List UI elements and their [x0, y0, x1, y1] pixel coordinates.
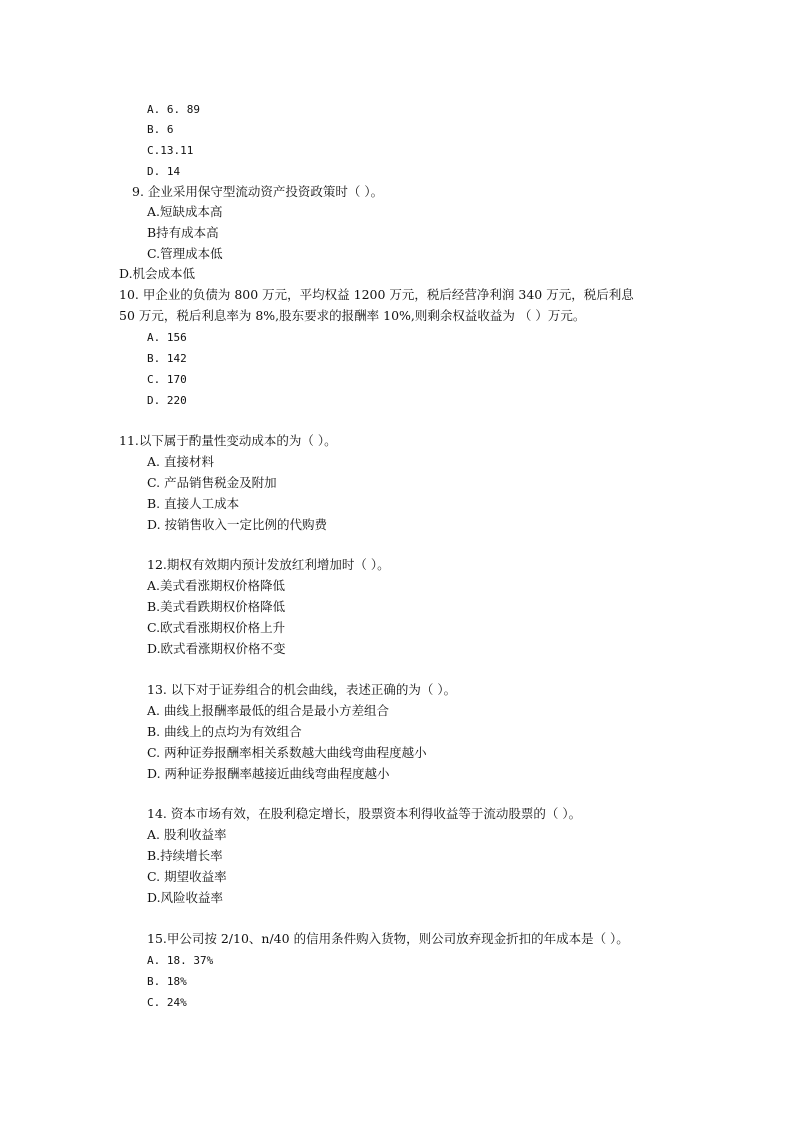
- q14-option-d: D.风险收益率: [147, 890, 224, 905]
- q8-option-a: A. 6. 89: [147, 103, 200, 116]
- q8-option-d: D. 14: [147, 165, 181, 178]
- q11-option-3: B. 直接人工成本: [147, 496, 240, 511]
- q10-option-c: C. 170: [147, 373, 187, 386]
- q9-option-d: D.机会成本低: [119, 266, 196, 281]
- q14-option-c: C. 期望收益率: [147, 869, 227, 884]
- q13-option-a: A. 曲线上报酬率最低的组合是最小方差组合: [147, 703, 389, 718]
- q10-question-line1: 10. 甲企业的负债为 800 万元，平均权益 1200 万元，税后经营净利润 340 万元，税后利息: [119, 287, 634, 302]
- q9-option-a: A.短缺成本高: [147, 204, 223, 219]
- q13-option-d: D. 两种证券报酬率越接近曲线弯曲程度越小: [147, 766, 390, 781]
- q11-question: 11.以下属于酌量性变动成本的为（ ）。: [119, 433, 337, 448]
- q14-option-b: B.持续增长率: [147, 848, 223, 863]
- q12-option-a: A.美式看涨期权价格降低: [147, 578, 286, 593]
- q14-question: 14. 资本市场有效，在股利稳定增长，股票资本利得收益等于流动股票的（ ）。: [147, 806, 582, 821]
- q10-option-b: B. 142: [147, 352, 187, 365]
- q12-option-d: D.欧式看涨期权价格不变: [147, 641, 286, 656]
- q8-option-c: C.13.11: [147, 144, 194, 157]
- q10-option-a: A. 156: [147, 331, 187, 344]
- q11-option-2: C. 产品销售税金及附加: [147, 475, 277, 490]
- q14-option-a: A. 股利收益率: [147, 827, 227, 842]
- q10-question-line2: 50 万元，税后利息率为 8%,股东要求的报酬率 10%,则剩余权益收益为 （ ）万元。: [119, 308, 586, 323]
- q15-option-c: C. 24%: [147, 996, 187, 1009]
- q12-option-b: B.美式看跌期权价格降低: [147, 599, 286, 614]
- q15-option-b: B. 18%: [147, 975, 187, 988]
- q9-option-c: C.管理成本低: [147, 246, 223, 261]
- q15-question: 15.甲公司按 2/10、n/40 的信用条件购入货物，则公司放弃现金折扣的年成本是（ ）。: [147, 931, 629, 946]
- q13-option-b: B. 曲线上的点均为有效组合: [147, 724, 302, 739]
- q8-option-b: B. 6: [147, 123, 174, 136]
- q15-option-a: A. 18. 37%: [147, 954, 214, 967]
- q9-option-b: B持有成本高: [147, 225, 219, 240]
- q12-option-c: C.欧式看涨期权价格上升: [147, 620, 286, 635]
- q10-option-d: D. 220: [147, 394, 187, 407]
- q12-question: 12.期权有效期内预计发放红利增加时（ ）。: [147, 557, 390, 572]
- q9-question: 9. 企业采用保守型流动资产投资政策时（ ）。: [132, 184, 384, 199]
- q11-option-4: D. 按销售收入一定比例的代购费: [147, 517, 328, 532]
- q11-option-1: A. 直接材料: [147, 454, 214, 469]
- q13-question: 13. 以下对于证券组合的机会曲线，表述正确的为（ ）。: [147, 682, 457, 697]
- q13-option-c: C. 两种证券报酬率相关系数越大曲线弯曲程度越小: [147, 745, 427, 760]
